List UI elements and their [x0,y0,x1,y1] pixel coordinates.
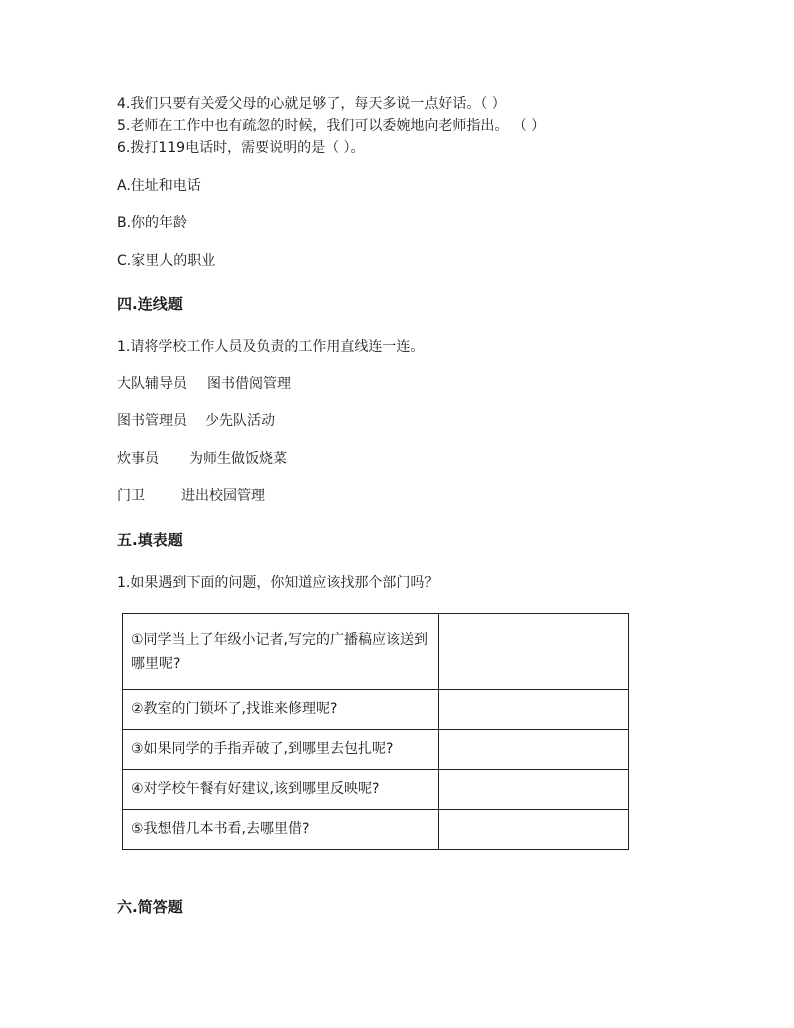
option-c: C.家里人的职业 [117,253,216,269]
matching-right: 为师生做饭烧菜 [189,451,287,467]
matching-left: 炊事员 [117,451,159,467]
table-row [123,810,629,850]
matching-pair [117,450,287,468]
table-row [123,730,629,770]
table-row [123,690,629,730]
judgement-item-4: 4.我们只要有关爱父母的心就足够了，每天多说一点好话。（ ） [117,96,506,112]
table-cell-answer[interactable] [438,614,628,690]
table-row [123,770,629,810]
table-row [123,614,629,690]
matching-pair [117,412,275,430]
option-a: A.住址和电话 [117,178,201,194]
table-cell-answer[interactable] [438,810,628,850]
matching-left: 大队辅导员 [117,376,187,392]
section-title-table: 五.填表题 [117,531,183,549]
table-cell-question: ④对学校午餐有好建议,该到哪里反映呢? [123,770,439,810]
table-cell-question: ①同学当上了年级小记者,写完的广播稿应该送到哪里呢? [123,614,439,690]
matching-pair [117,375,291,393]
option-b: B.你的年龄 [117,215,188,231]
table-cell-question: ⑤我想借几本书看,去哪里借? [123,810,439,850]
judgement-item-6: 6.拨打119电话时，需要说明的是（ ）。 [117,140,365,156]
table-cell-answer[interactable] [438,690,628,730]
judgement-item-5: 5.老师在工作中也有疏忽的时候，我们可以委婉地向老师指出。 （ ） [117,118,546,134]
section-title-short-answer: 六.简答题 [117,898,183,916]
table-cell-answer[interactable] [438,770,628,810]
table-cell-answer[interactable] [438,730,628,770]
matching-left: 门卫 [117,488,145,504]
matching-right: 进出校园管理 [181,488,265,504]
section-title-matching: 四.连线题 [117,295,183,313]
matching-left: 图书管理员 [117,413,187,429]
matching-question: 1.请将学校工作人员及负责的工作用直线连一连。 [117,339,425,355]
table-cell-question: ②教室的门锁坏了,找谁来修理呢? [123,690,439,730]
matching-right: 图书借阅管理 [207,376,291,392]
matching-pair [117,487,265,505]
department-table [122,613,629,850]
matching-right: 少先队活动 [205,413,275,429]
table-cell-question: ③如果同学的手指弄破了,到哪里去包扎呢? [123,730,439,770]
table-question: 1.如果遇到下面的问题，你知道应该找那个部门吗？ [117,575,439,591]
